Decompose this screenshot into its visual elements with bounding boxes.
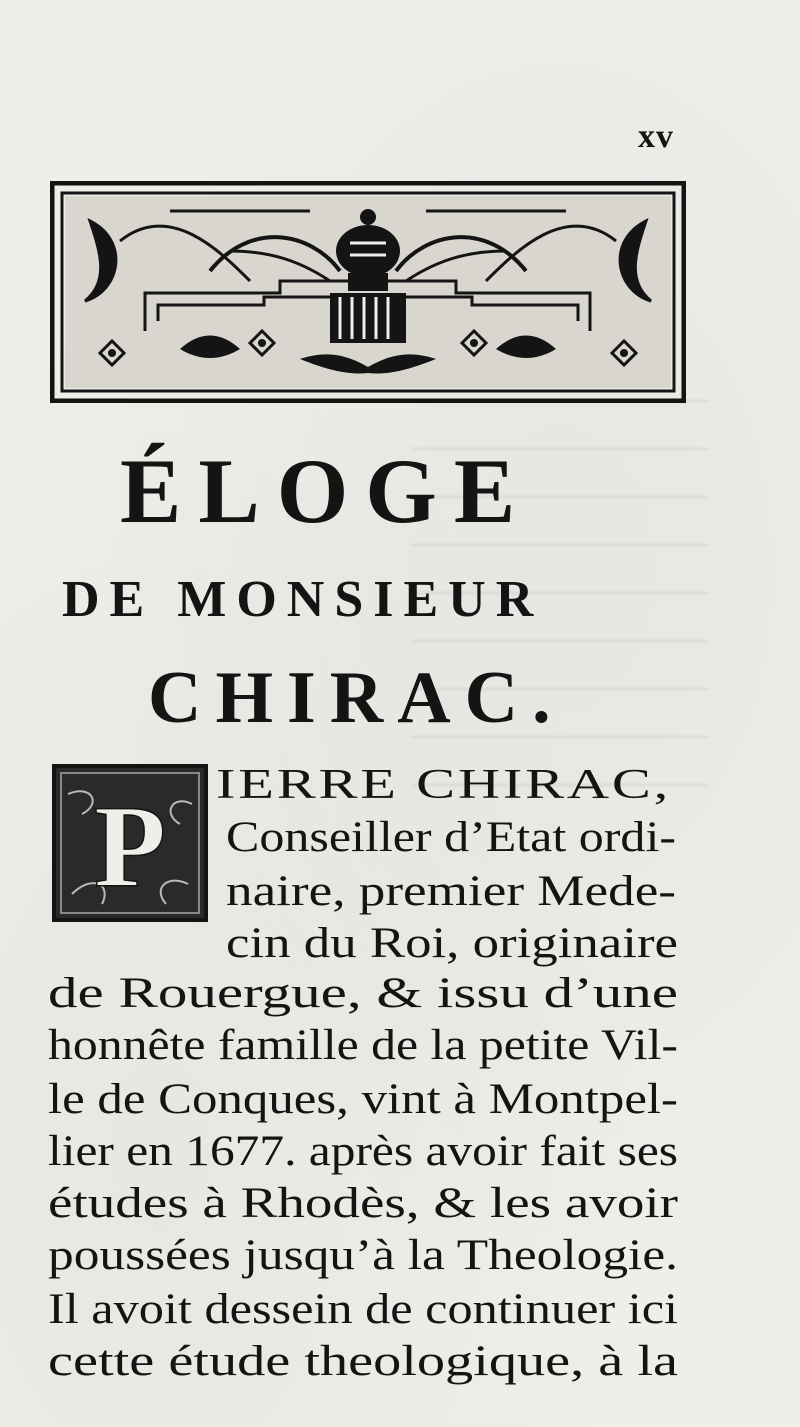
text-line-9: études à Rhodès, & les avoir <box>48 1180 678 1227</box>
heading-name: CHIRAC. <box>148 657 565 739</box>
dropcap-letter: P <box>93 781 167 912</box>
text-line-6: honnête famille de la petite Vil- <box>48 1022 678 1069</box>
text-line-2: Conseiller d’Etat ordi- <box>226 814 676 861</box>
text-line-11: Il avoit dessein de continuer ici <box>48 1286 678 1333</box>
text-line-10: poussées jusqu’à la Theologie. <box>48 1232 678 1279</box>
header-ornament <box>50 181 686 403</box>
page-number: xv <box>638 118 674 155</box>
dropcap-ornament <box>52 764 208 922</box>
text-line-5: de Rouergue, & issu d’une <box>48 970 678 1017</box>
text-line-3: naire, premier Mede- <box>226 868 676 915</box>
heading-de-monsieur: DE MONSIEUR <box>62 571 544 628</box>
text-line-8: lier en 1677. après avoir fait ses <box>48 1128 678 1175</box>
text-line-4: cin du Roi, originaire <box>226 920 678 967</box>
heading-eloge: ÉLOGE <box>120 440 533 542</box>
text-line-12: cette étude theologique, à la <box>48 1338 678 1385</box>
text-line-1: IERRE CHIRAC, <box>216 762 671 808</box>
text-line-7: le de Conques, vint à Montpel- <box>48 1076 678 1123</box>
